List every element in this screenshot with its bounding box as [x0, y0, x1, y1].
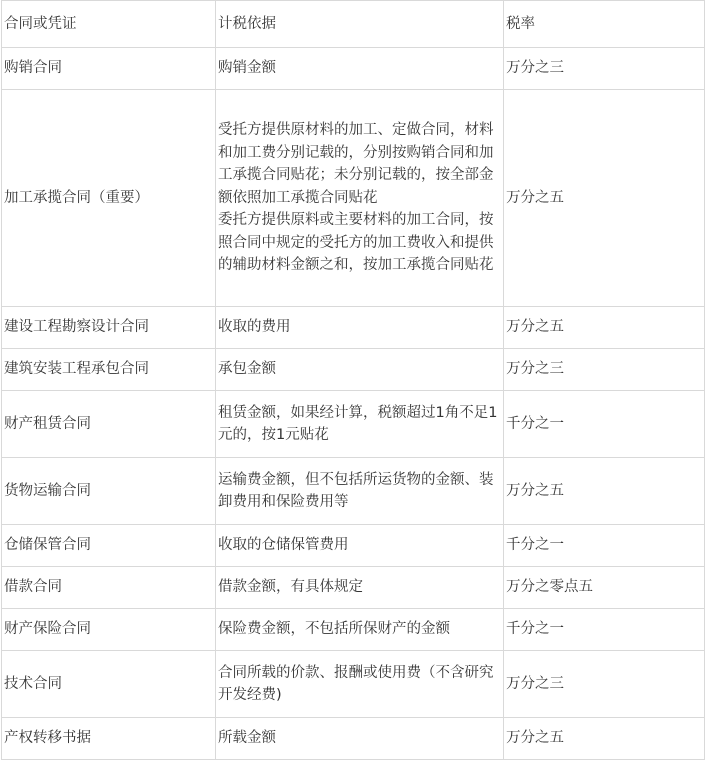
basis-text: 所载金额 [218, 730, 276, 747]
basis-cell [216, 567, 504, 609]
table-row [2, 349, 705, 391]
contract-cell: 财产租赁合同 [2, 391, 216, 458]
rate-cell: 万分之五 [504, 718, 705, 760]
basis-text: 承包金额 [218, 361, 276, 378]
basis-cell [216, 391, 504, 458]
basis-text: 委托方提供原料或主要材料的加工合同，按照合同中规定的受托方的加工费收入和提供的辅助材料金额之和，按加工承揽合同贴花 [218, 212, 494, 274]
basis-cell [216, 458, 504, 525]
contract-cell: 建筑安装工程承包合同 [2, 349, 216, 391]
basis-cell [216, 48, 504, 90]
basis-cell [216, 525, 504, 567]
contract-cell: 仓储保管合同 [2, 525, 216, 567]
basis-text: 购销金额 [218, 60, 276, 77]
rate-cell: 万分之三 [504, 349, 705, 391]
rate-cell: 万分之三 [504, 48, 705, 90]
basis-text: 收取的仓储保管费用 [218, 537, 349, 554]
table-row [2, 48, 705, 90]
contract-cell: 购销合同 [2, 48, 216, 90]
table-row [2, 307, 705, 349]
rate-cell: 万分之五 [504, 90, 705, 307]
contract-cell: 加工承揽合同（重要） [2, 90, 216, 307]
table-row [2, 609, 705, 651]
basis-text: 租赁金额，如果经计算，税额超过1角不足1元的，按1元贴花 [218, 404, 498, 443]
contract-cell: 建设工程勘察设计合同 [2, 307, 216, 349]
basis-cell [216, 349, 504, 391]
header-row [2, 1, 705, 48]
rate-cell: 万分之五 [504, 307, 705, 349]
basis-text: 受托方提供原材料的加工、定做合同，材料和加工费分别记载的，分别按购销合同和加工承揽合同贴花；未分别记载的，按全部金额依照加工承揽合同贴花 [218, 122, 494, 206]
basis-cell [216, 718, 504, 760]
header-basis: 计税依据 [216, 1, 504, 48]
contract-cell: 产权转移书据 [2, 718, 216, 760]
contract-cell: 借款合同 [2, 567, 216, 609]
table-row [2, 651, 705, 718]
header-contract: 合同或凭证 [2, 1, 216, 48]
basis-text: 合同所载的价款、报酬或使用费（不含研究开发经费) [218, 664, 494, 703]
contract-cell: 技术合同 [2, 651, 216, 718]
contract-cell: 财产保险合同 [2, 609, 216, 651]
basis-text: 收取的费用 [218, 319, 291, 336]
basis-text: 运输费金额，但不包括所运货物的金额、装卸费用和保险费用等 [218, 471, 494, 510]
table-row [2, 458, 705, 525]
table-row [2, 391, 705, 458]
table-row [2, 90, 705, 307]
rate-cell: 千分之一 [504, 525, 705, 567]
table-row [2, 718, 705, 760]
rate-cell: 万分之三 [504, 651, 705, 718]
rate-cell: 千分之一 [504, 391, 705, 458]
contract-cell: 货物运输合同 [2, 458, 216, 525]
basis-text: 保险费金额，不包括所保财产的金额 [218, 621, 450, 638]
tax-rate-table [1, 0, 705, 760]
basis-cell [216, 609, 504, 651]
rate-cell: 万分之零点五 [504, 567, 705, 609]
basis-cell [216, 90, 504, 307]
header-rate: 税率 [504, 1, 705, 48]
table-row [2, 567, 705, 609]
basis-text: 借款金额，有具体规定 [218, 579, 363, 596]
rate-cell: 千分之一 [504, 609, 705, 651]
table-row [2, 525, 705, 567]
basis-cell [216, 651, 504, 718]
rate-cell: 万分之五 [504, 458, 705, 525]
basis-cell [216, 307, 504, 349]
